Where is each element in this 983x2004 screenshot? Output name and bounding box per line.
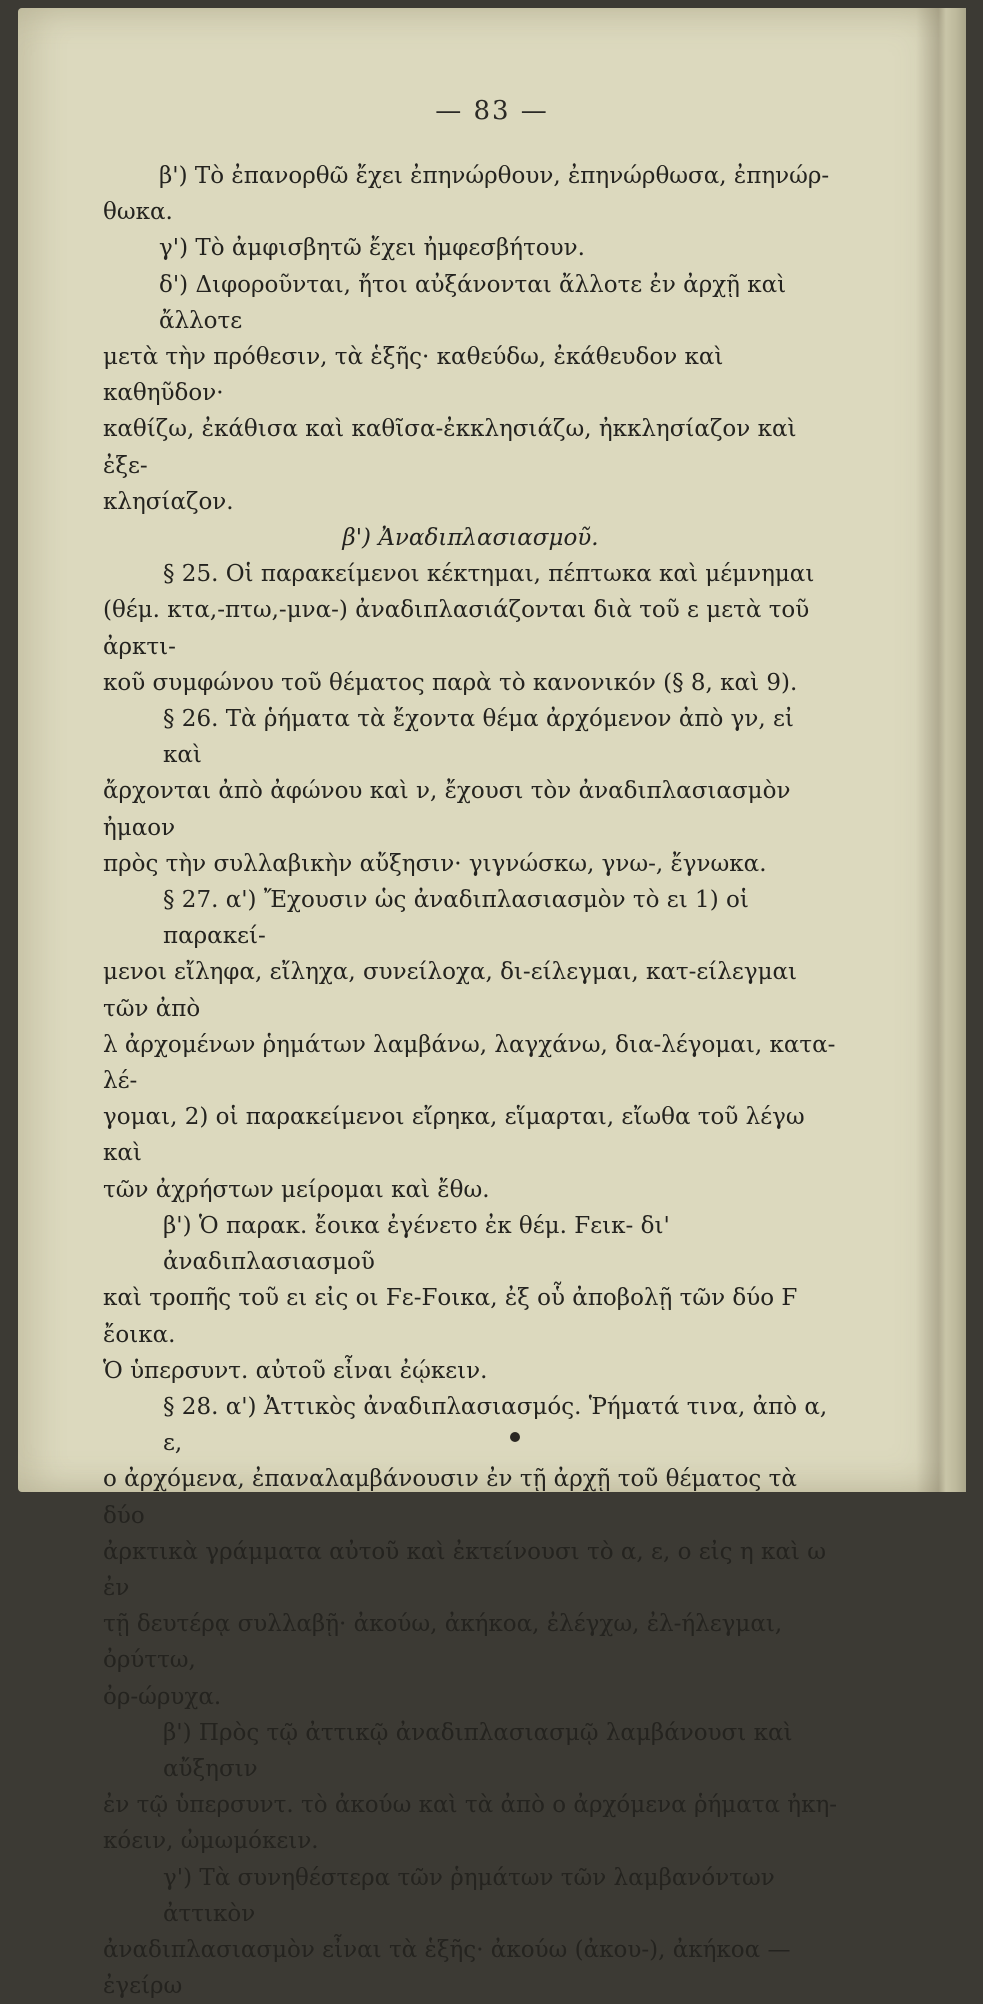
text-line: γ') Τὰ συνηθέστερα τῶν ῥημάτων τῶν λαμβανόντων ἀττικὸν xyxy=(163,1864,775,1927)
text-line: ἄρχονται ἀπὸ ἀφώνου καὶ ν, ἔχουσι τὸν ἀναδιπλασιασμὸν ἠμαον xyxy=(103,778,791,841)
text-line: γομαι, 2) οἱ παρακείμενοι εἴρηκα, εἵμαρται, εἴωθα τοῦ λέγω καὶ xyxy=(103,1104,805,1167)
page-edge xyxy=(916,8,966,1492)
text-line: ἀναδιπλασιασμὸν εἶναι τὰ ἑξῆς· ἀκούω (ἀκου-), ἀκήκοα — ἐγείρω xyxy=(103,1936,791,2000)
text-line: § 27. α') Ἔχουσιν ὡς ἀναδιπλασιασμὸν τὸ ει 1) οἱ παρακεί- xyxy=(163,887,749,950)
text-line: Ὁ ὑπερσυντ. αὐτοῦ εἶναι ἐῴκειν. xyxy=(103,1357,488,1384)
text-line: (θέμ. κτα,-πτω,-μνα-) ἀναδιπλασιάζονται διὰ τοῦ ε μετὰ τοῦ ἀρκτι- xyxy=(103,597,810,660)
text-line: μενοι εἴληφα, εἴληχα, συνείλοχα, δι-είλεγμαι, κατ-είλεγμαι τῶν ἀπὸ xyxy=(103,959,798,1022)
book-page xyxy=(18,8,966,2000)
text-line: β') Πρὸς τῷ ἀττικῷ ἀναδιπλασιασμῷ λαμβάνουσι καὶ αὔξησιν xyxy=(163,1719,793,1782)
text-line: β') Τὸ ἐπανορθῶ ἔχει ἐπηνώρθουν, ἐπηνώρθωσα, ἐπηνώρ- xyxy=(159,163,830,189)
page-text xyxy=(103,158,838,2004)
text-line: κόειν, ὠμωμόκειν. xyxy=(103,1828,319,1855)
text-line: § 26. Τὰ ῥήματα τὰ ἔχοντα θέμα ἀρχόμενον ἀπὸ γν, εἰ καὶ xyxy=(163,706,794,769)
text-line: § 25. Οἱ παρακείμενοι κέκτημαι, πέπτωκα καὶ μέμνημαι xyxy=(163,561,815,588)
text-line: ο ἀρχόμενα, ἐπαναλαμβάνουσιν ἐν τῇ ἀρχῇ τοῦ θέματος τὰ δύο xyxy=(103,1466,797,1529)
text-line: θωκα. xyxy=(103,199,173,226)
text-line: § 28. α') Ἀττικὸς ἀναδιπλασιασμός. Ῥήματά τινα, ἀπὸ α, ε, xyxy=(163,1393,828,1457)
text-line: ἐν τῷ ὑπερσυντ. τὸ ἀκούω καὶ τὰ ἀπὸ ο ἀρχόμενα ῥήματα ἠκη- xyxy=(103,1792,838,1819)
text-line: τῶν ἀχρήστων μείρομαι καὶ ἔθω. xyxy=(103,1176,490,1203)
text-line: μετὰ τὴν πρόθεσιν, τὰ ἑξῆς· καθεύδω, ἐκάθευδον καὶ καθηῦδον· xyxy=(103,344,724,407)
page-number: — 83 — xyxy=(435,96,549,126)
text-line: ἀρκτικὰ γράμματα αὐτοῦ καὶ ἐκτείνουσι τὸ α, ε, ο εἰς η καὶ ω ἐν xyxy=(103,1538,826,1601)
text-line: κλησίαζον. xyxy=(103,488,234,515)
text-line: γ') Τὸ ἀμφισβητῶ ἔχει ἠμφεσβήτουν. xyxy=(159,235,585,262)
text-line: β') Ὁ παρακ. ἔοικα ἐγένετο ἐκ θέμ. Ϝεικ- δι' ἀναδιπλασιασμοῦ xyxy=(163,1212,670,1276)
text-line: πρὸς τὴν συλλαβικὴν αὔξησιν· γιγνώσκω, γνω-, ἔγνωκα. xyxy=(103,850,767,877)
text-line: τῇ δευτέρᾳ συλλαβῇ· ἀκούω, ἀκήκοα, ἐλέγχω, ἐλ-ήλεγμαι, ὀρύττω, xyxy=(103,1611,783,1674)
section-subheading: β') Ἀναδιπλασιασμοῦ. xyxy=(342,525,599,552)
text-line: δ') Διφοροῦνται, ἤτοι αὐξάνονται ἄλλοτε ἐν ἀρχῇ καὶ ἄλλοτε xyxy=(159,271,787,334)
text-line: καθίζω, ἐκάθισα καὶ καθῖσα-ἐκκλησιάζω, ἠκκλησίαζον καὶ ἐξε- xyxy=(103,416,797,479)
text-line: ὀρ-ώρυχα. xyxy=(103,1683,222,1710)
ink-smudge xyxy=(510,1432,520,1442)
text-line: λ ἀρχομένων ῥημάτων λαμβάνω, λαγχάνω, δια-λέγομαι, κατα-λέ- xyxy=(103,1031,836,1095)
text-line: καὶ τροπῆς τοῦ ει εἰς οι Ϝε-Ϝοικα, ἐξ οὗ ἀποβολῇ τῶν δύο Ϝ ἔοικα. xyxy=(103,1285,798,1348)
text-line: κοῦ συμφώνου τοῦ θέματος παρὰ τὸ κανονικόν (§ 8, καὶ 9). xyxy=(103,669,798,696)
